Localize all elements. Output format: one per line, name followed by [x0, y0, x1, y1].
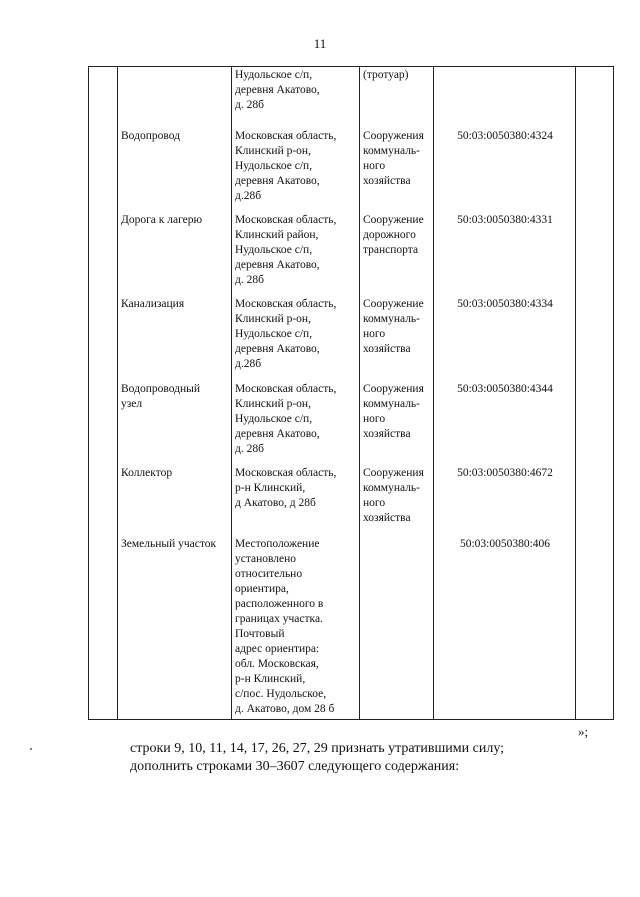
- scan-speck: [30, 748, 32, 750]
- object-name-cell: Земельный участок: [118, 536, 232, 720]
- table-row: [89, 67, 614, 128]
- property-table: [88, 66, 614, 720]
- object-name-cell: Коллектор: [118, 465, 232, 536]
- object-type-cell: Сооружения коммуналь- ного хозяйства: [360, 465, 434, 536]
- extra-cell: [576, 67, 614, 128]
- row-number-cell: [89, 465, 118, 536]
- address-cell: Московская область, Клинский р-он, Нудольское с/п, деревня Акатово, д. 28б: [232, 381, 360, 465]
- page-number: 11: [313, 36, 327, 51]
- table-row: [89, 536, 614, 720]
- extra-cell: [576, 465, 614, 536]
- cadastral-number-cell: 50:03:0050380:4334: [434, 296, 576, 381]
- cadastral-number-cell: 50:03:0050380:4331: [434, 212, 576, 296]
- address-cell: Нудольское с/п, деревня Акатово, д. 28б: [232, 67, 360, 128]
- row-number-cell: [89, 536, 118, 720]
- cadastral-number-cell: [434, 67, 576, 128]
- cadastral-number-cell: 50:03:0050380:4344: [434, 381, 576, 465]
- address-cell: Местоположение установлено относительно ориентира, расположенного в границах участка. Почтовый адрес ориентира: обл. Московская, р-н Клинский, с/пос. Нудольское, д. Акатово, дом 28 б: [232, 536, 360, 720]
- extra-cell: [576, 296, 614, 381]
- object-name-cell: Канализация: [118, 296, 232, 381]
- address-cell: Московская область, р-н Клинский, д Акатово, д 28б: [232, 465, 360, 536]
- row-number-cell: [89, 212, 118, 296]
- object-type-cell: Сооружение дорожного транспорта: [360, 212, 434, 296]
- object-type-cell: [360, 536, 434, 720]
- extra-cell: [576, 212, 614, 296]
- extra-cell: [576, 536, 614, 720]
- row-number-cell: [89, 67, 118, 128]
- object-name-cell: Водопроводный узел: [118, 381, 232, 465]
- object-type-cell: Сооружения коммуналь- ного хозяйства: [360, 381, 434, 465]
- row-number-cell: [89, 381, 118, 465]
- instruction-line: строки 9, 10, 11, 14, 17, 26, 27, 29 признать утратившими силу;: [130, 741, 505, 756]
- instruction-line: дополнить строками 30–3607 следующего содержания:: [130, 759, 460, 774]
- extra-cell: [576, 128, 614, 212]
- address-cell: Московская область, Клинский р-он, Нудольское с/п, деревня Акатово, д.28б: [232, 296, 360, 381]
- cadastral-number-cell: 50:03:0050380:406: [434, 536, 576, 720]
- address-cell: Московская область, Клинский район, Нудольское с/п, деревня Акатово, д. 28б: [232, 212, 360, 296]
- table-row: [89, 212, 614, 296]
- table-row: [89, 381, 614, 465]
- table-row: [89, 465, 614, 536]
- row-number-cell: [89, 296, 118, 381]
- object-type-cell: Сооружения коммуналь- ного хозяйства: [360, 128, 434, 212]
- object-type-cell: Сооружение коммуналь- ного хозяйства: [360, 296, 434, 381]
- object-name-cell: Дорога к лагерю: [118, 212, 232, 296]
- row-number-cell: [89, 128, 118, 212]
- object-type-cell: (тротуар): [360, 67, 434, 128]
- address-cell: Московская область, Клинский р-он, Нудольское с/п, деревня Акатово, д.28б: [232, 128, 360, 212]
- cadastral-number-cell: 50:03:0050380:4324: [434, 128, 576, 212]
- cadastral-number-cell: 50:03:0050380:4672: [434, 465, 576, 536]
- closing-quote-mark: »;: [578, 724, 589, 739]
- object-name-cell: Водопровод: [118, 128, 232, 212]
- table-row: [89, 128, 614, 212]
- object-name-cell: [118, 67, 232, 128]
- table-row: [89, 296, 614, 381]
- extra-cell: [576, 381, 614, 465]
